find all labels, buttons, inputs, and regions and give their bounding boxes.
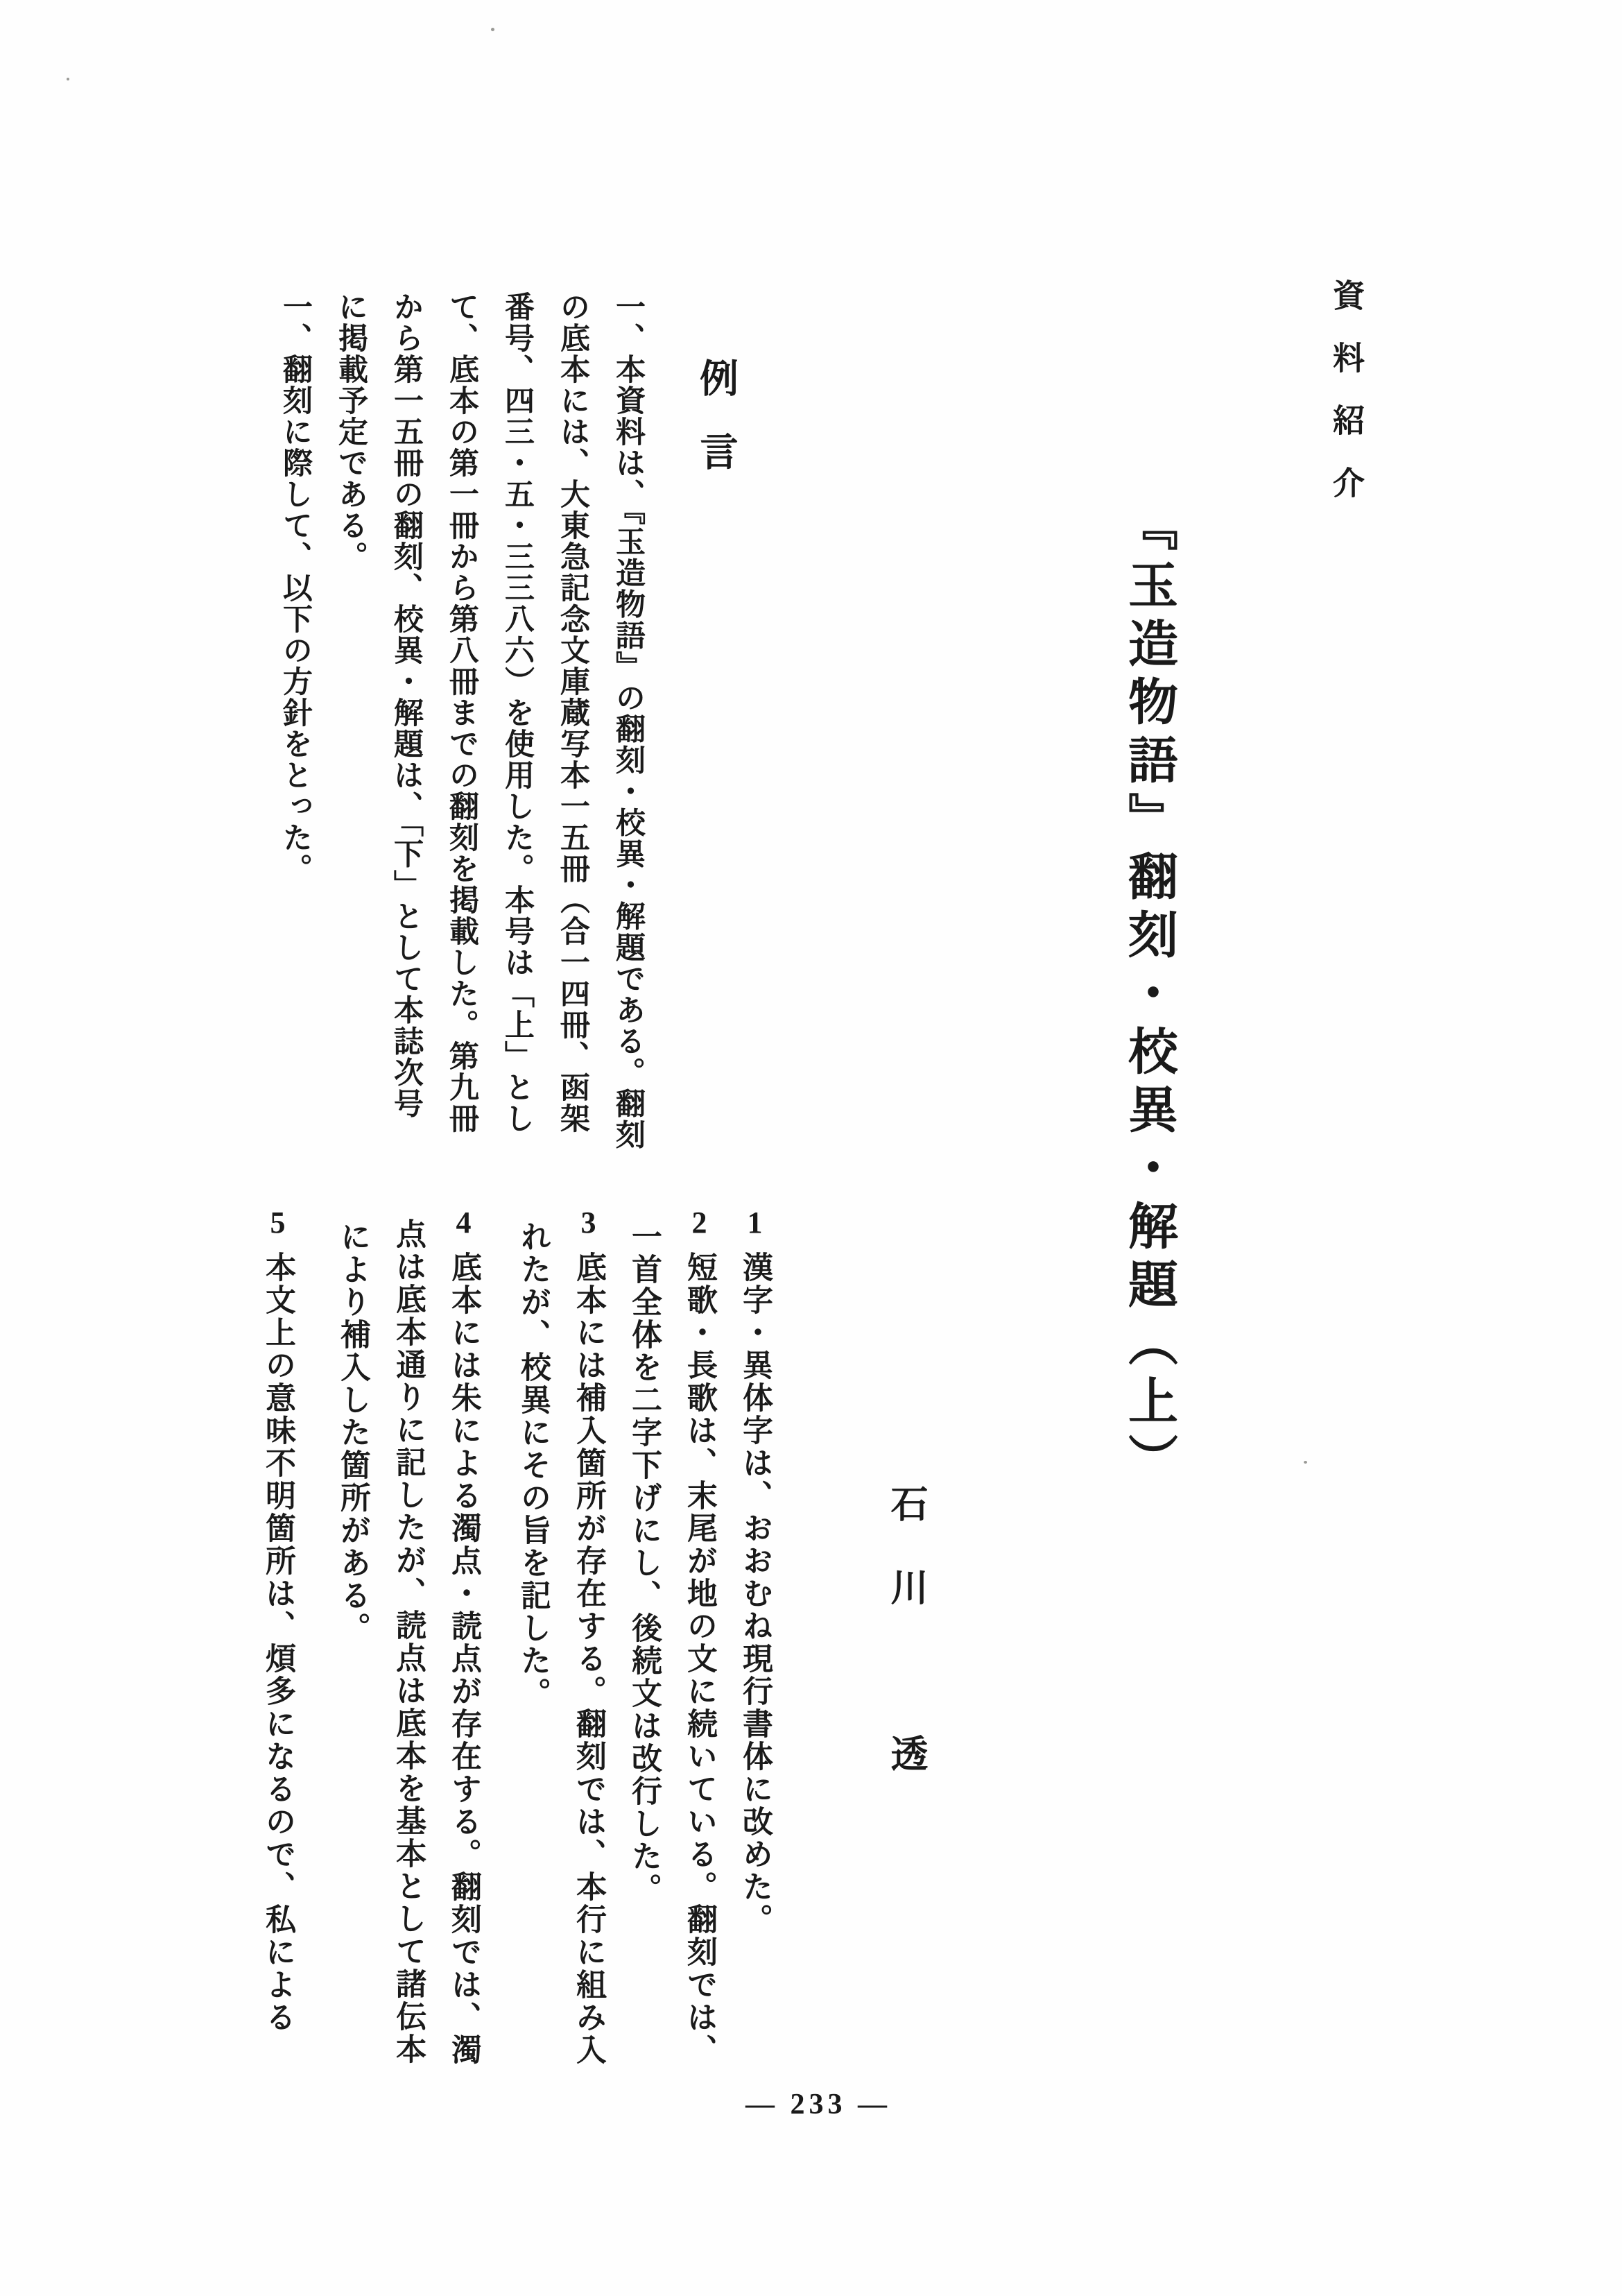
preface-column: から第一五冊の翻刻、校異・解題は、「下」として本誌次号 — [390, 291, 422, 1120]
note-text: により補入した箇所がある。 — [336, 1221, 370, 1645]
preface-column: 一、本資料は、『玉造物語』の翻刻・校異・解題である。翻刻 — [612, 291, 644, 1151]
scan-speck — [491, 28, 494, 31]
note-number: 4 — [447, 1206, 481, 1242]
preface-column: 番号、四三・五・三三八六）を使用した。本号は「上」とし — [501, 291, 533, 1134]
scan-speck — [67, 78, 69, 80]
note-column — [573, 1206, 603, 2066]
note-number: 5 — [261, 1206, 295, 1242]
note-column — [684, 1206, 714, 2066]
note-column — [262, 1206, 293, 2034]
note-column — [517, 1221, 548, 1710]
article-title: 『玉造物語』翻刻・校異・解題（上） — [1121, 501, 1176, 1491]
note-text: 一首全体を二字下げにし、後続文は改行した。 — [627, 1221, 661, 1905]
category-label: 資料紹介 — [1329, 279, 1364, 529]
note-text: 漢字・異体字は、おおむね現行書体に改めた。 — [738, 1251, 772, 1936]
note-number: 3 — [571, 1206, 605, 1242]
note-number: 2 — [682, 1206, 716, 1242]
note-column — [739, 1206, 770, 1936]
preface-column: の底本には、大東急記念文庫蔵写本一五冊（合一四冊、函架 — [556, 291, 589, 1134]
author-name: 石川 透 — [886, 1484, 927, 1817]
note-column — [392, 1218, 423, 2066]
note-text: 底本には朱による濁点・読点が存在する。翻刻では、濁 — [447, 1251, 481, 2066]
note-column — [447, 1206, 481, 2066]
preface-column: に掲載予定である。 — [334, 291, 367, 572]
note-number: 1 — [738, 1206, 772, 1242]
preface-column: 一、翻刻に際して、以下の方針をとった。 — [279, 291, 311, 884]
note-text: 点は底本通りに記したが、読点は底本を基本として諸伝本 — [391, 1218, 425, 2066]
note-column — [337, 1221, 368, 1645]
note-text: 本文上の意味不明箇所は、煩多になるので、私による — [261, 1251, 295, 2034]
note-column — [628, 1221, 659, 1905]
note-text: 短歌・長歌は、末尾が地の文に続いている。翻刻では、 — [682, 1251, 716, 2066]
scan-speck — [1304, 1461, 1307, 1464]
section-heading: 例言 — [694, 358, 737, 505]
note-text: 底本には補入箇所が存在する。翻刻では、本行に組み入 — [571, 1251, 605, 2066]
page-number: — 233 — — [745, 2089, 891, 2121]
note-text: れたが、校異にその旨を記した。 — [516, 1221, 550, 1710]
preface-column: て、底本の第一冊から第八冊までの翻刻を掲載した。第九冊 — [445, 291, 478, 1134]
